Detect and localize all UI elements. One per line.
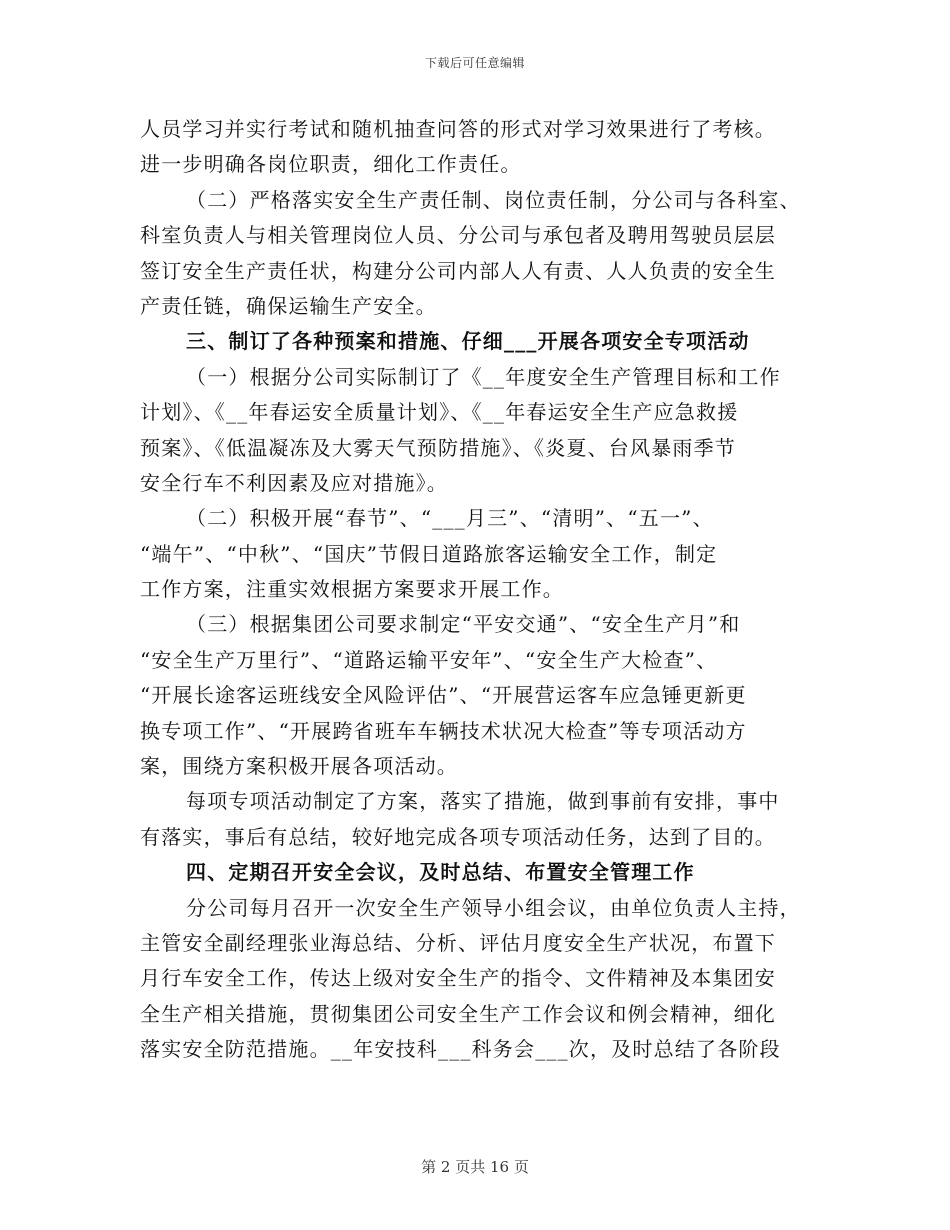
document-body	[140, 112, 820, 1068]
text-line: 换专项工作”、“开展跨省班车车辆技术状况大检查”等专项活动方	[140, 718, 747, 743]
section-heading: 四、定期召开安全会议，及时总结、布置安全管理工作	[186, 860, 695, 885]
page-footer: 第 2 页共 16 页	[421, 1158, 529, 1176]
page-header: 下载后可任意编辑	[424, 56, 525, 70]
text-line: 进一步明确各岗位职责，细化工作责任。	[140, 152, 522, 177]
text-line: 有落实，事后有总结，较好地完成各项专项活动任务，达到了目的。	[140, 824, 776, 849]
text-line: 科室负责人与相关管理岗位人员、分公司与承包者及聘用驾驶员层层	[140, 223, 776, 248]
text-line: （二）积极开展“春节”、“___月三”、“清明”、“五一”、	[186, 506, 714, 531]
section-heading: 三、制订了各种预案和措施、仔细___开展各项安全专项活动	[186, 329, 750, 354]
text-line: 分公司每月召开一次安全生产领导小组会议，由单位负责人主持，	[186, 895, 801, 920]
text-line: （二）严格落实安全生产责任制、岗位责任制，分公司与各科室、	[186, 187, 801, 212]
text-line: 产责任链，确保运输生产安全。	[140, 293, 437, 318]
text-line: 全生产相关措施，贯彻集团公司安全生产工作会议和例会精神，细化	[140, 1001, 776, 1026]
text-line: 工作方案，注重实效根据方案要求开展工作。	[140, 577, 564, 602]
text-line: 每项专项活动制定了方案，落实了措施，做到事前有安排，事中	[186, 789, 780, 814]
text-line: “开展长途客运班线安全风险评估”、“开展营运客车应急锤更新更	[140, 683, 747, 708]
text-line: 签订安全生产责任状，构建分公司内部人人有责、人人负责的安全生	[140, 258, 776, 283]
text-line: “端午”、“中秋”、“国庆”节假日道路旅客运输安全工作，制定	[140, 541, 718, 566]
text-line: 案，围绕方案积极开展各项活动。	[140, 754, 458, 779]
text-line: “安全生产万里行”、“道路运输平安年”、“安全生产大检查”、	[140, 647, 718, 672]
text-line: 计划》、《__年春运安全质量计划》、《__年春运安全生产应急救援	[140, 400, 739, 425]
text-line: 月行车安全工作，传达上级对安全生产的指令、文件精神及本集团安	[140, 966, 776, 991]
text-line: 人员学习并实行考试和随机抽查问答的形式对学习效果进行了考核。	[140, 117, 776, 141]
text-line: 落实安全防范措施。__年安技科___科务会___次，及时总结了各阶段	[140, 1037, 781, 1062]
text-line: 主管安全副经理张业海总结、分析、评估月度安全生产状况，布置下	[140, 930, 776, 955]
text-line: （一）根据分公司实际制订了《__年度安全生产管理目标和工作	[186, 364, 781, 389]
text-line: 预案》、《低温凝冻及大雾天气预防措施》、《炎夏、台风暴雨季节	[140, 435, 736, 460]
text-line: （三）根据集团公司要求制定“平安交通”、“安全生产月”和	[186, 612, 741, 637]
text-line: 安全行车不利因素及应对措施》。	[140, 470, 448, 495]
